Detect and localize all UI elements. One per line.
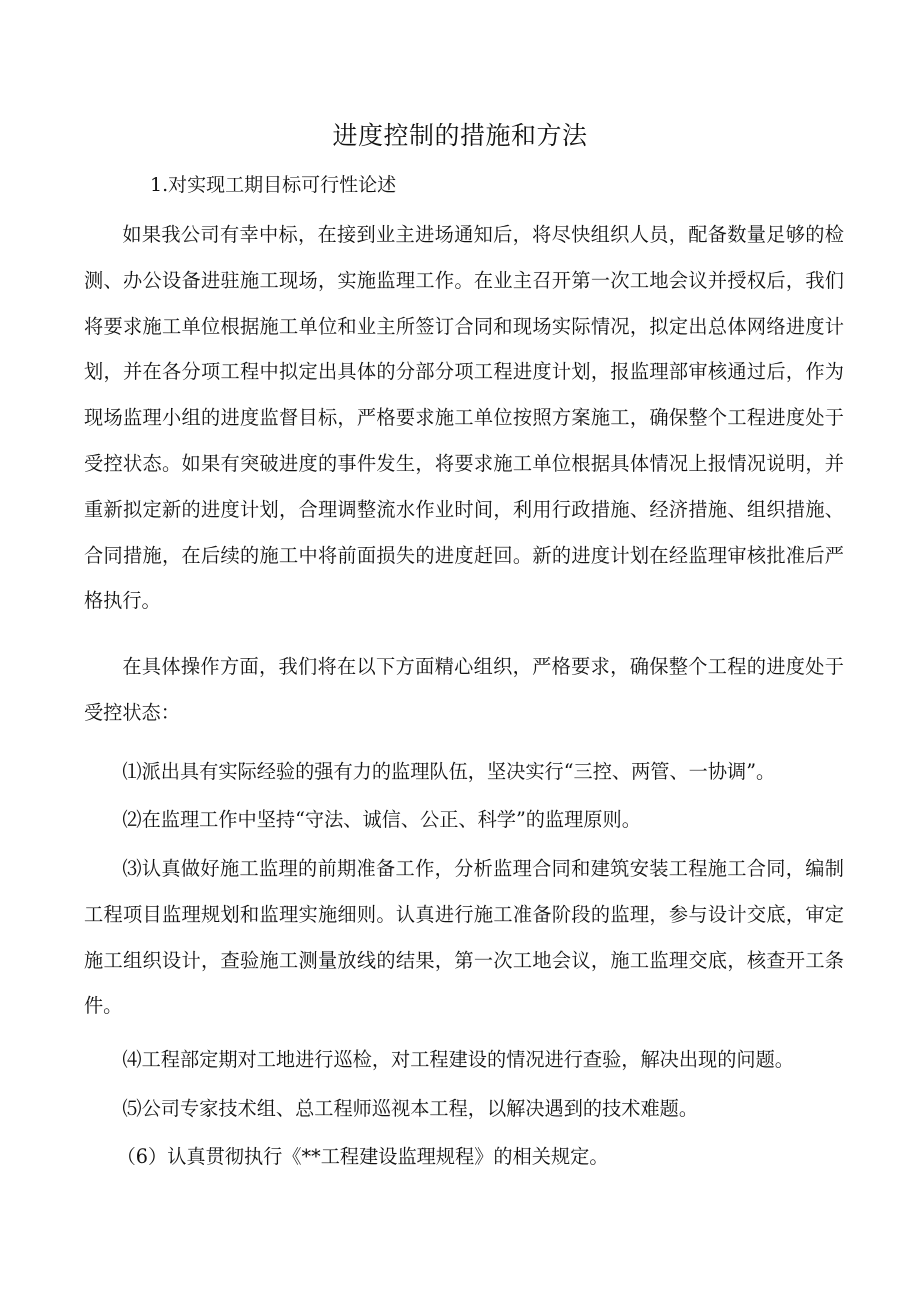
list-item-2: ⑵在监理工作中坚持“守法、诚信、公正、科学”的监理原则。 xyxy=(122,808,641,831)
list-item-6: （6）认真贯彻执行《**工程建设监理规程》的相关规定。 xyxy=(116,1145,609,1168)
list-item-1: ⑴派出具有实际经验的强有力的监理队伍，坚决实行“三控、两管、一协调”。 xyxy=(122,760,776,783)
list-item-3: ⑶认真做好施工监理的前期准备工作，分析监理合同和建筑安装工程施工合同，编制工程项目监理规划和监理实施细则。认真进行施工准备阶段的监理，参与设计交底，审定施工组织设计，查验施工测量放线的结果，第一次工地会议，施工监理交底，核查开工条件。 xyxy=(84,857,844,1018)
document-title: 进度控制的措施和方法 xyxy=(332,121,588,150)
section-heading: 1.对实现工期目标可行性论述 xyxy=(150,174,397,196)
list-item-5: ⑸公司专家技术组、总工程师巡视本工程，以解决遇到的技术难题。 xyxy=(122,1097,699,1120)
paragraph-feasibility: 如果我公司有幸中标，在接到业主进场通知后，将尽快组织人员，配备数量足够的检测、办公设备进驻施工现场，实施监理工作。在业主召开第一次工地会议并授权后，我们将要求施工单位根据施工单位和业主所签订合同和现场实际情况，拟定出总体网络进度计划，并在各分项工程中拟定出具体的分部分项工程进度计划，报监理部审核通过后，作为现场监理小组的进度监督目标，严格要求施工单位按照方案施工，确保整个工程进度处于受控状态。如果有突破进度的事件发生，将要求施工单位根据具体情况上报情况说明，并重新拟定新的进度计划，合理调整流水作业时间，利用行政措施、经济措施、组织措施、合同措施，在后续的施工中将前面损失的进度赶回。新的进度计划在经监理审核批准后严格执行。 xyxy=(84,223,844,613)
list-item-4: ⑷工程部定期对工地进行巡检，对工程建设的情况进行查验，解决出现的问题。 xyxy=(122,1048,794,1071)
paragraph-operations: 在具体操作方面，我们将在以下方面精心组织，严格要求，确保整个工程的进度处于受控状态： xyxy=(84,655,844,724)
